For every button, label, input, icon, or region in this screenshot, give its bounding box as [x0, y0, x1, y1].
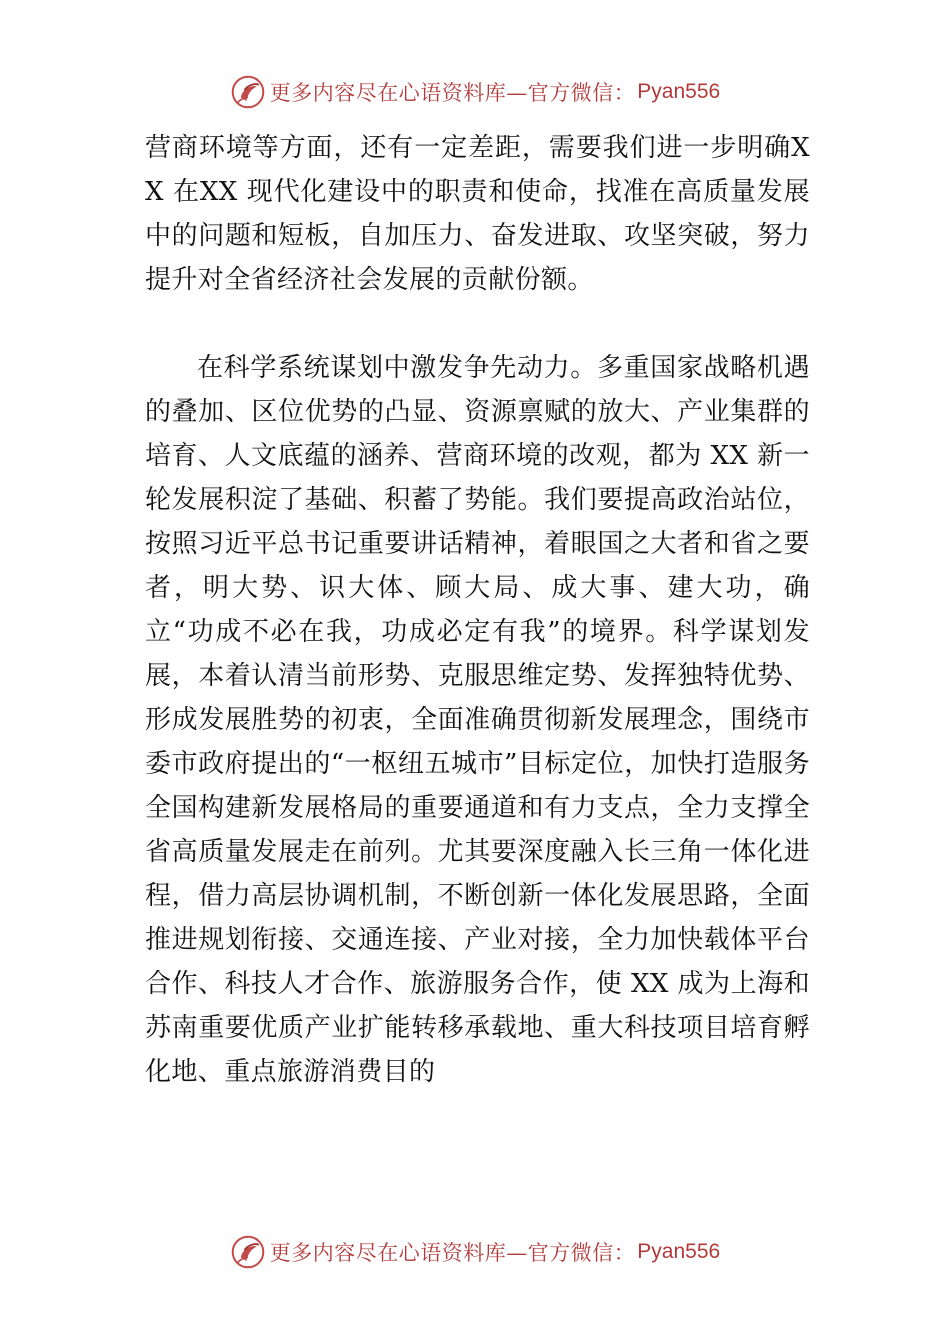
document-body [145, 126, 810, 1094]
footer-brand-text: 更多内容尽在心语资料库—官方微信： [269, 1241, 636, 1265]
paragraph-2: 在科学系统谋划中激发争先动力。多重国家战略机遇的叠加、区位优势的凸显、资源禀赋的放大、产业集群的培育、人文底蕴的涵养、营商环境的改观，都为 XX 新一轮发展积淀了基础、积蓄了势能。我们要提高政治站位，按照习近平总书记重要讲话精神，着眼国之大者和省之要者，明大势、识大体、顾大局、成大事、建大功，确立“功成不必在我，功成必定有我”的境界。科学谋划发展，本着认清当前形势、克服思维定势、发挥独特优势、形成发展胜势的初衷，全面准确贯彻新发展理念，围绕市委市政府提出的“一枢纽五城市”目标定位，加快打造服务全国构建新发展格局的重要通道和有力支点，全力支撑全省高质量发展走在前列。尤其要深度融入长三角一体化进程，借力高层协调机制，不断创新一体化发展思路，全面推进规划衔接、交通连接、产业对接，全力加快载体平台合作、科技人才合作、旅游服务合作，使 XX 成为上海和苏南重要优质产业扩能转移承载地、重大科技项目培育孵化地、重点旅游消费目的 [145, 353, 810, 1087]
rose-logo-icon [230, 1234, 266, 1270]
paragraph-1: 营商环境等方面，还有一定差距，需要我们进一步明确XX 在XX 现代化建设中的职责和使命，找准在高质量发展中的问题和短板，自加压力、奋发进取、攻坚突破，努力提升对全省经济社会发展的贡献份额。 [145, 133, 810, 295]
rose-logo-icon [230, 74, 266, 110]
footer-brand-id: Pyan556 [637, 1240, 721, 1263]
footer-banner [0, 1232, 950, 1272]
header-brand-id: Pyan556 [637, 80, 721, 103]
header-banner [0, 72, 950, 112]
header-brand-text: 更多内容尽在心语资料库—官方微信： [269, 81, 636, 105]
